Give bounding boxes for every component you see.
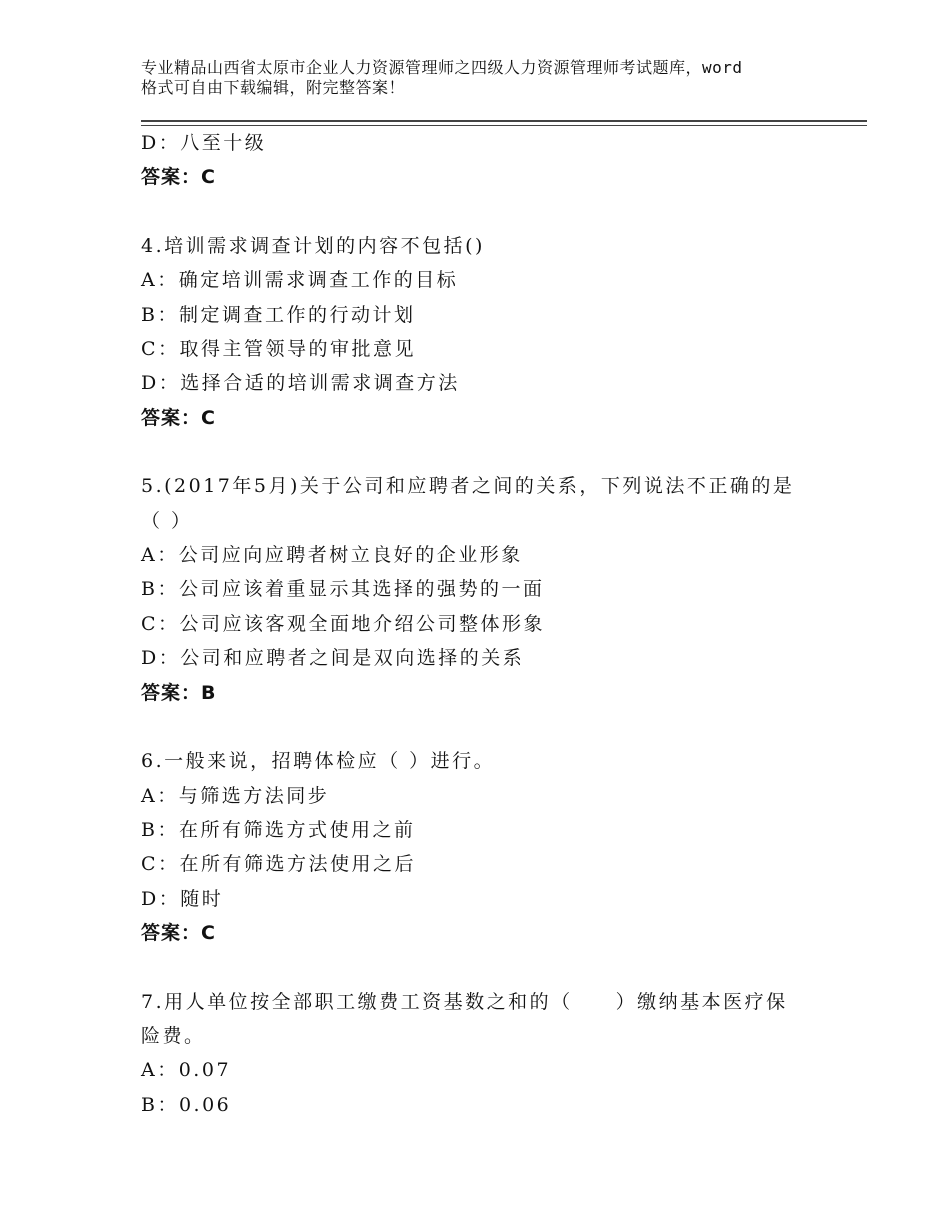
header-rule-thick: [141, 120, 867, 122]
spacer: [141, 951, 821, 985]
answer: 答案：B: [141, 681, 217, 704]
option-d: D：公司和应聘者之间是双向选择的关系: [141, 647, 525, 670]
option-b: B：公司应该着重显示其选择的强势的一面: [141, 578, 545, 601]
spacer: [141, 435, 821, 469]
question-7: [141, 985, 821, 1123]
option-c: C：取得主管领导的审批意见: [141, 338, 417, 361]
question-stem: 4.培训需求调查计划的内容不包括(): [141, 234, 485, 257]
option-d: D：八至十级: [141, 132, 267, 154]
spacer: [141, 710, 821, 744]
option-d: D：随时: [141, 887, 224, 910]
question-stem-line-1: 5.(2017年5月)关于公司和应聘者之间的关系，下列说法不正确的是: [141, 475, 795, 498]
question-4: [141, 229, 821, 435]
question-stem: 6.一般来说，招聘体检应（ ）进行。: [141, 750, 496, 773]
option-c: C：在所有筛选方法使用之后: [141, 853, 417, 876]
option-b: B：在所有筛选方式使用之前: [141, 818, 416, 841]
option-a: A：公司应向应聘者树立良好的企业形象: [141, 544, 523, 567]
answer: 答案：C: [141, 406, 216, 429]
question-3-tail: [141, 126, 821, 195]
question-stem-line-1: 7.用人单位按全部职工缴费工资基数之和的（ ）缴纳基本医疗保: [141, 990, 788, 1013]
answer: 答案：C: [141, 166, 216, 189]
option-c: C：公司应该客观全面地介绍公司整体形象: [141, 612, 546, 635]
question-stem-line-2: （ ）: [141, 509, 193, 532]
header-line-2: 格式可自由下载编辑，附完整答案！: [141, 78, 406, 97]
question-5: [141, 469, 821, 710]
option-b: B：制定调查工作的行动计划: [141, 303, 416, 326]
spacer: [141, 195, 821, 229]
option-d: D：选择合适的培训需求调查方法: [141, 372, 460, 395]
document-body: [141, 126, 821, 1122]
option-a: A：确定培训需求调查工作的目标: [141, 269, 459, 292]
header-line-1: 专业精品山西省太原市企业人力资源管理师之四级人力资源管理师考试题库，word: [141, 58, 743, 77]
option-b: B：0.06: [141, 1093, 232, 1116]
document-header: [141, 58, 841, 98]
option-a: A：与筛选方法同步: [141, 784, 330, 807]
option-a: A：0.07: [141, 1059, 232, 1082]
question-6: [141, 744, 821, 950]
question-stem-line-2: 险费。: [141, 1024, 206, 1047]
answer: 答案：C: [141, 922, 216, 945]
